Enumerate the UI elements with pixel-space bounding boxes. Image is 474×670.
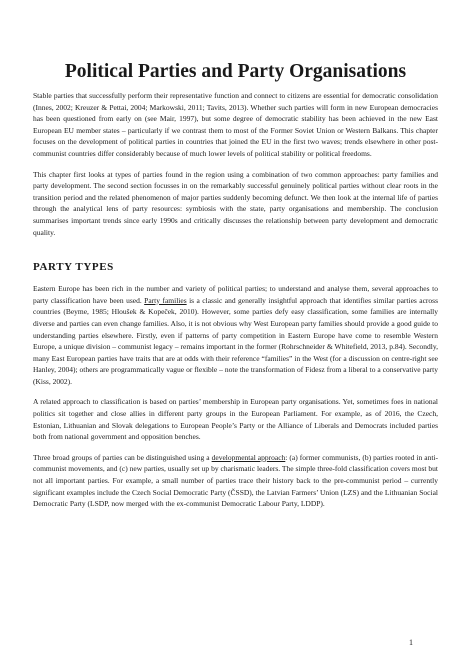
intro-paragraph-1: Stable parties that successfully perform their representative function and connect to citizens are essential for democratic consolidation (Innes, 2002; Kreuzer & Pettai, 2004; Markowski, 2011; Tavits, 2013). Whether such parties will form in new European democracies has been questioned from early on (see Mair, 1997), but some degree of democratic stability has been achieved in the new East European EU member states – particularly if we contrast them to most of the Former Soviet Union or Western Balkans. This chapter focuses on the development of political parties in countries that joined the EU in the first two waves; trends elsewhere in other post-communist countries differ considerably because of much lower levels of political stability or political freedoms. — [33, 91, 438, 158]
intro-paragraph-2: This chapter first looks at types of parties found in the region using a combination of two common approaches: party families and party development. The second section focusses in on the remarkably successful genuinely political parties without clear roots in the transition period and the related phenomenon of major parties suddenly becoming defunct. We then look at the internal life of parties through the analytical lens of party resources: symbiosis with the state, party organisations and membership. The conclusion summarises important trends since early 1990s and critically discusses the relationship between party development and democratic quality. — [33, 169, 438, 237]
party-types-paragraph-3 — [33, 452, 438, 510]
paragraph-text: : (a) former communists, (b) parties rooted in anti-communist movements, and (c) new parties, usually set up by charismatic leaders. The simple three-fold classification covers most but not all important parties. For example, a small number of parties trace their history back to the pre-communist period – currently significant examples include the Czech Social Democratic Party (ČSSD), the Latvian Farmers’ Union (LZS) and the Lithuanian Social Democratic Party (LSDP, now merged with the ex-communist Democratic Labour Party, LDDP). — [33, 452, 438, 509]
paragraph-text: Three broad groups of parties can be distinguished using a — [33, 452, 212, 462]
paragraph-text: Eastern Europe has been rich in the number and variety of political parties; to understand and analyse them, several approaches to party classification have been used. — [33, 284, 438, 305]
party-families-term: Party families — [144, 295, 187, 305]
paragraph-text: is a classic and generally insightful approach that identifies similar parties across countries (Beyme, 1985; Hloušek & Kopeček, 2010). However, some parties defy easy classification, some families are internally diverse and parties can even change families. Also, it is not obvious why West European party families should provide a good guide to understanding parties elsewhere. Firstly, even if patterns of party competition in Eastern Europe have come to resemble Western Europe, a unique division – communist legacy – remains important in the former (Rohrschneider & Whitefield, 2013, p.84). Secondly, many East European parties have traits that are at odds with their reference “families” in the West (for a discussion on centre-right see Hanley, 2004); others are programmatically vague or flexible – note the transformation of Fidesz from a liberal to a conservative party (Kiss, 2002). — [33, 295, 439, 386]
party-types-paragraph-1 — [33, 283, 438, 387]
party-types-paragraph-2: A related approach to classification is based on parties’ membership in European party organisations. Yet, sometimes foes in national politics sit together and close allies in different party groups in the European Parliament. For example, as of 2016, the Czech, Estonian, Lithuanian and Slovak delegations to European People’s Party or the Alliance of Liberals and Democrats included parties both from national government and opposition benches. — [33, 397, 438, 442]
document-title: Political Parties and Party Organisations — [64, 61, 407, 82]
section-heading-party-types: PARTY TYPES — [33, 261, 114, 274]
developmental-approach-term: developmental approach — [211, 452, 286, 462]
page-number: 1 — [409, 638, 413, 647]
